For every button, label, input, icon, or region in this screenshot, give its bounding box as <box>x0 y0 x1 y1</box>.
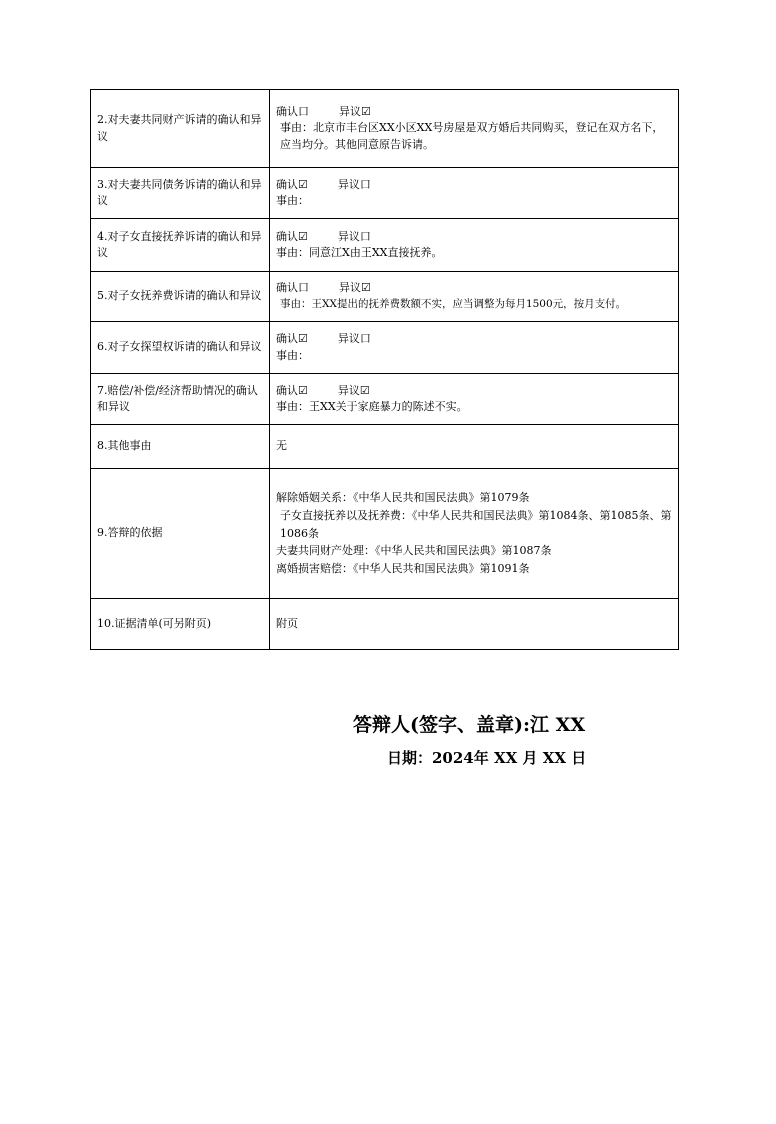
row-content <box>270 219 679 272</box>
objection-checkbox: 异议☑ <box>339 104 371 118</box>
reason-text: 事由：王XX提出的抚养费数额不实，应当调整为每月1500元，按月支付。 <box>280 297 627 310</box>
checkbox-line <box>276 104 672 121</box>
row-label: 10.证据清单(可另附页) <box>91 599 270 650</box>
confirm-checkbox: 确认口 <box>276 281 309 295</box>
table-row <box>91 219 679 272</box>
table-row <box>91 469 679 599</box>
row-content <box>270 322 679 374</box>
confirm-checkbox: 确认☑ <box>276 229 308 243</box>
objection-checkbox: 异议口 <box>337 177 371 191</box>
date-line: 日期：2024年 XX 月 XX 日 <box>387 749 587 767</box>
evidence-value: 附页 <box>270 599 679 650</box>
table-row <box>91 599 679 650</box>
row-label: 3.对夫妻共同债务诉请的确认和异议 <box>91 168 270 219</box>
table-row <box>91 322 679 374</box>
row-label: 5.对子女抚养费诉请的确认和异议 <box>91 272 270 322</box>
table-row <box>91 374 679 425</box>
row-content <box>270 374 679 425</box>
table-row <box>91 425 679 469</box>
checkbox-line <box>276 383 672 400</box>
defense-form-table <box>90 89 679 650</box>
row-content <box>270 168 679 219</box>
objection-checkbox: 异议☑ <box>337 383 370 397</box>
confirm-checkbox: 确认☑ <box>276 332 308 345</box>
basis-content <box>270 469 679 599</box>
checkbox-line <box>276 177 672 194</box>
basis-line: 解除婚姻关系：《中华人民共和国民法典》第1079条 <box>276 490 530 504</box>
basis-line: 离婚损害赔偿：《中华人民共和国民法典》第1091条 <box>276 562 530 576</box>
other-value: 无 <box>270 425 679 469</box>
basis-line: 夫妻共同财产处理：《中华人民共和国民法典》第1087条 <box>276 544 552 558</box>
objection-checkbox: 异议口 <box>337 229 371 243</box>
table-row <box>91 168 679 219</box>
table-row <box>91 90 679 168</box>
table-row <box>91 272 679 322</box>
row-label: 7.赔偿/补偿/经济帮助情况的确认和异议 <box>91 374 270 425</box>
checkbox-line <box>276 331 672 348</box>
checkbox-line <box>276 280 672 297</box>
confirm-checkbox: 确认☑ <box>276 383 308 397</box>
row-label: 4.对子女直接抚养诉请的确认和异议 <box>91 219 270 272</box>
row-label: 6.对子女探望权诉请的确认和异议 <box>91 322 270 374</box>
row-label: 9.答辩的依据 <box>91 469 270 599</box>
row-label: 8.其他事由 <box>91 425 270 469</box>
objection-checkbox: 异议☑ <box>339 281 371 295</box>
reason-text: 事由：王XX关于家庭暴力的陈述不实。 <box>276 400 468 413</box>
basis-line: 子女直接抚养以及抚养费：《中华人民共和国民法典》第1084条、第1085条、第1086条 <box>280 508 672 540</box>
row-label: 2.对夫妻共同财产诉请的确认和异议 <box>91 90 270 168</box>
confirm-checkbox: 确认口 <box>276 104 309 118</box>
row-content <box>270 90 679 168</box>
checkbox-line <box>276 229 672 246</box>
reason-text: 事由：同意江X由王XX直接抚养。 <box>276 246 443 259</box>
row-content <box>270 272 679 322</box>
reason-text: 事由：北京市丰台区XX小区XX号房屋是双方婚后共同购买，登记在双方名下，应当均分。其他同意原告诉请。 <box>280 121 664 151</box>
objection-checkbox: 异议口 <box>337 332 371 345</box>
reason-text: 事由： <box>276 194 309 207</box>
confirm-checkbox: 确认☑ <box>276 177 308 191</box>
reason-text: 事由： <box>276 348 309 362</box>
signature-line: 答辩人(签字、盖章):江 XX <box>353 714 586 736</box>
